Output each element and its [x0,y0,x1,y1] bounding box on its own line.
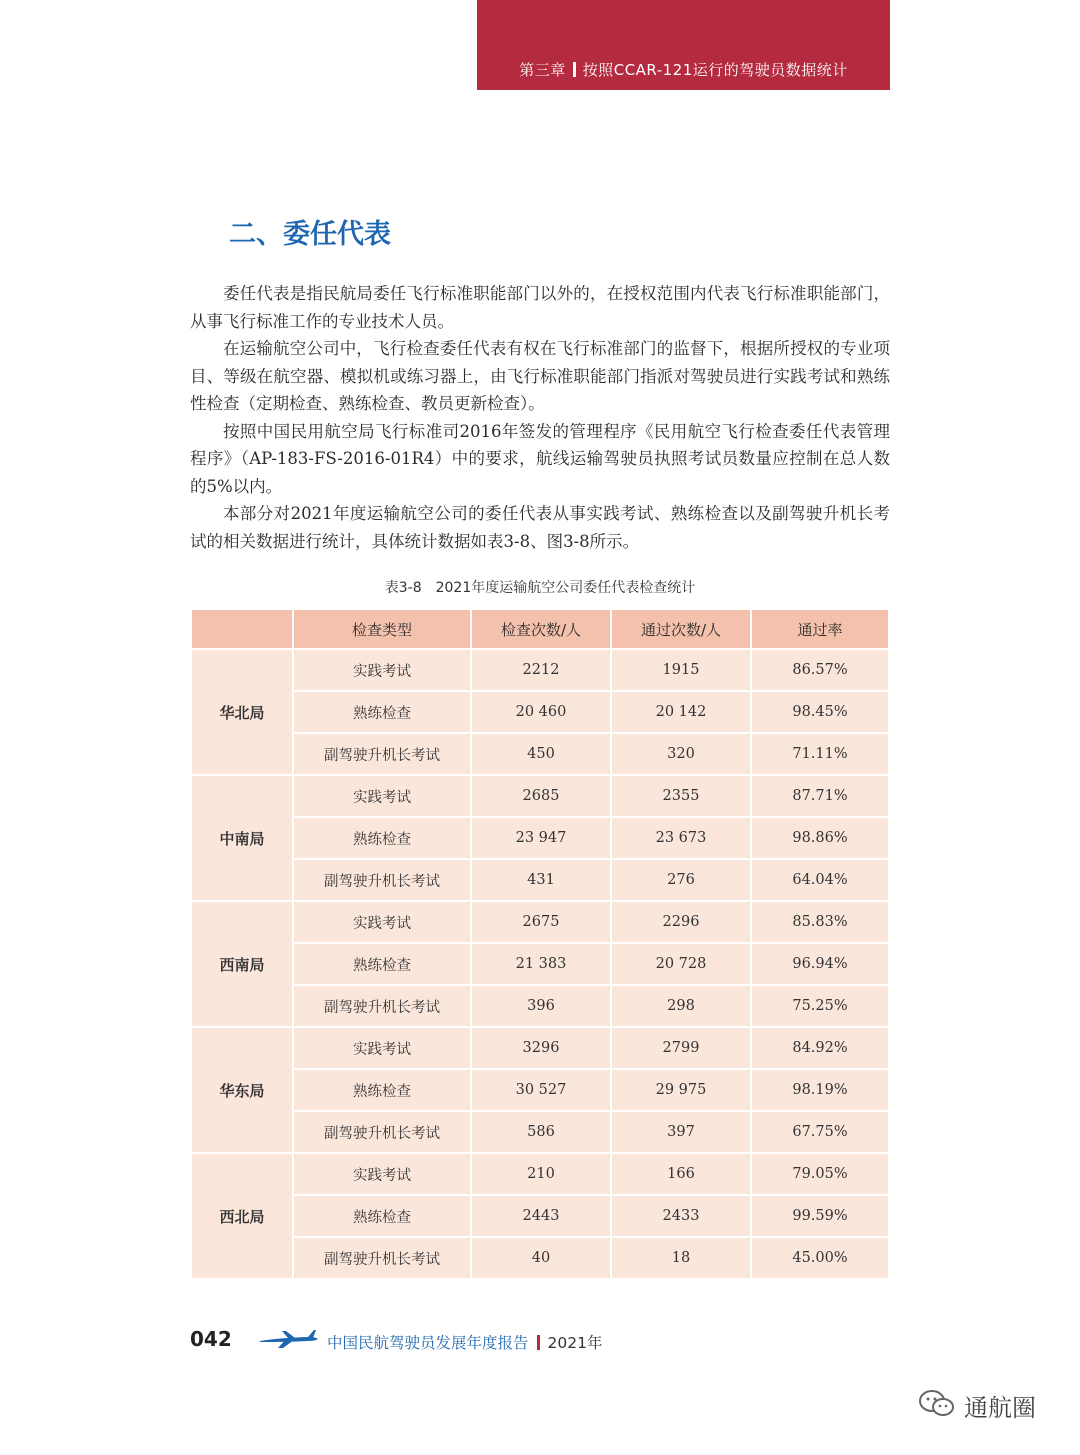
check-type-cell: 实践考试 [294,776,470,816]
report-year: 2021年 [547,1334,603,1352]
footer-separator [537,1335,540,1350]
check-type-cell: 熟练检查 [294,1070,470,1110]
region-cell: 华北局 [192,650,292,774]
pass-rate-cell: 98.45% [752,692,888,732]
table-row [192,1028,888,1068]
pass-count-cell: 397 [612,1112,750,1152]
check-count-cell: 23 947 [472,818,610,858]
check-type-cell: 实践考试 [294,1028,470,1068]
chapter-title: 按照CCAR-121运行的驾驶员数据统计 [582,61,848,79]
table-row [192,1154,888,1194]
table-row [192,1070,888,1110]
table-caption: 表3-8 2021年度运输航空公司委任代表检查统计 [384,580,696,596]
check-type-cell: 副驾驶升机长考试 [294,734,470,774]
check-type-cell: 副驾驶升机长考试 [294,1238,470,1278]
pass-count-cell: 276 [612,860,750,900]
table-body [192,650,888,1278]
table-row [192,860,888,900]
check-type-cell: 熟练检查 [294,944,470,984]
check-type-cell: 副驾驶升机长考试 [294,986,470,1026]
pass-count-cell: 2296 [612,902,750,942]
pass-rate-cell: 98.86% [752,818,888,858]
check-count-cell: 40 [472,1238,610,1278]
page-number: 042 [190,1327,232,1351]
check-count-cell: 2675 [472,902,610,942]
check-count-cell: 21 383 [472,944,610,984]
check-count-cell: 396 [472,986,610,1026]
check-count-cell: 450 [472,734,610,774]
inspection-stats-table [190,608,890,1280]
header-pass-count: 通过次数/人 [612,610,750,648]
check-type-cell: 实践考试 [294,1154,470,1194]
region-cell: 华东局 [192,1028,292,1152]
report-title: 中国民航驾驶员发展年度报告 [327,1334,529,1352]
chapter-separator [573,62,576,77]
table-row [192,650,888,690]
wechat-icon [918,1389,956,1423]
check-count-cell: 210 [472,1154,610,1194]
pass-count-cell: 320 [612,734,750,774]
pass-count-cell: 23 673 [612,818,750,858]
table-row [192,1238,888,1278]
body-text [190,280,890,555]
header-pass-rate: 通过率 [752,610,888,648]
paragraph: 在运输航空公司中，飞行检查委任代表有权在飞行标准部门的监督下，根据所授权的专业项目、等级在航空器、模拟机或练习器上，由飞行标准职能部门指派对驾驶员进行实践考试和熟练性检查（定期检查、熟练检查、教员更新检查）。 [190,339,890,413]
header-check-count: 检查次数/人 [472,610,610,648]
table-row [192,776,888,816]
section-title: 二、委任代表 [229,219,391,250]
region-cell: 中南局 [192,776,292,900]
pass-count-cell: 298 [612,986,750,1026]
pass-rate-cell: 84.92% [752,1028,888,1068]
chapter-banner [477,0,890,90]
table-row [192,902,888,942]
pass-rate-cell: 79.05% [752,1154,888,1194]
check-type-cell: 副驾驶升机长考试 [294,1112,470,1152]
pass-rate-cell: 85.83% [752,902,888,942]
check-count-cell: 30 527 [472,1070,610,1110]
table-row [192,818,888,858]
watermark-text: 通航圈 [964,1394,1036,1422]
paragraph: 委任代表是指民航局委任飞行标准职能部门以外的，在授权范围内代表飞行标准职能部门，从事飞行标准工作的专业技术人员。 [190,284,890,331]
pass-rate-cell: 45.00% [752,1238,888,1278]
chapter-number: 第三章 [519,61,566,79]
check-count-cell: 20 460 [472,692,610,732]
pass-count-cell: 166 [612,1154,750,1194]
pass-count-cell: 2433 [612,1196,750,1236]
pass-count-cell: 18 [612,1238,750,1278]
pass-count-cell: 20 142 [612,692,750,732]
check-count-cell: 431 [472,860,610,900]
header-blank [192,610,292,648]
check-type-cell: 副驾驶升机长考试 [294,860,470,900]
pass-count-cell: 29 975 [612,1070,750,1110]
table-row [192,986,888,1026]
watermark [918,1388,1036,1423]
table-header-row [192,610,888,648]
check-count-cell: 2685 [472,776,610,816]
check-count-cell: 3296 [472,1028,610,1068]
airplane-icon [258,1328,320,1354]
header-check-type: 检查类型 [294,610,470,648]
table-row [192,944,888,984]
check-type-cell: 熟练检查 [294,1196,470,1236]
check-type-cell: 实践考试 [294,902,470,942]
pass-count-cell: 1915 [612,650,750,690]
chapter-heading [477,59,890,80]
region-cell: 西南局 [192,902,292,1026]
pass-rate-cell: 64.04% [752,860,888,900]
table-row [192,734,888,774]
pass-rate-cell: 87.71% [752,776,888,816]
check-count-cell: 2443 [472,1196,610,1236]
pass-rate-cell: 67.75% [752,1112,888,1152]
pass-rate-cell: 96.94% [752,944,888,984]
pass-rate-cell: 99.59% [752,1196,888,1236]
pass-count-cell: 20 728 [612,944,750,984]
paragraph: 本部分对2021年度运输航空公司的委任代表从事实践考试、熟练检查以及副驾驶升机长考试的相关数据进行统计，具体统计数据如表3-8、图3-8所示。 [190,504,890,551]
check-count-cell: 586 [472,1112,610,1152]
table-row [192,1196,888,1236]
check-type-cell: 实践考试 [294,650,470,690]
check-type-cell: 熟练检查 [294,818,470,858]
table-row [192,692,888,732]
pass-rate-cell: 98.19% [752,1070,888,1110]
footer-title [327,1331,602,1353]
paragraph: 按照中国民用航空局飞行标准司2016年签发的管理程序《民用航空飞行检查委任代表管理程序》（AP-183-FS-2016-01R4）中的要求，航线运输驾驶员执照考试员数量应控制在总人数的5%以内。 [190,421,890,496]
pass-rate-cell: 75.25% [752,986,888,1026]
region-cell: 西北局 [192,1154,292,1278]
check-type-cell: 熟练检查 [294,692,470,732]
pass-count-cell: 2799 [612,1028,750,1068]
check-count-cell: 2212 [472,650,610,690]
pass-rate-cell: 71.11% [752,734,888,774]
table-row [192,1112,888,1152]
pass-count-cell: 2355 [612,776,750,816]
pass-rate-cell: 86.57% [752,650,888,690]
